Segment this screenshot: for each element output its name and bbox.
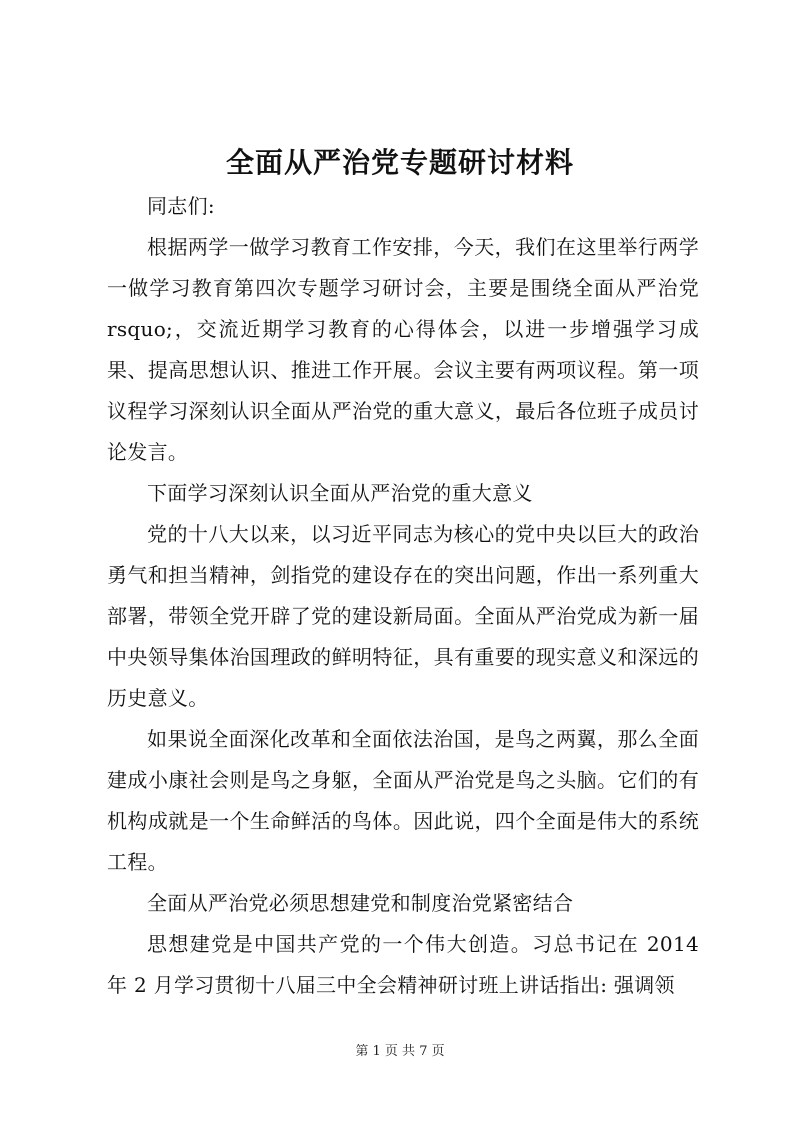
paragraph-ideological-building: 思想建党是中国共产党的一个伟大创造。习总书记在 2014 年 2 月学习贯彻十八届三中全会精神研讨班上讲话指出: 强调领: [107, 932, 699, 997]
paragraph-four-comprehensives: 如果说全面深化改革和全面依法治国，是鸟之两翼，那么全面建成小康社会则是鸟之身躯，全面从严治党是鸟之头脑。它们的有机构成就是一个生命鲜活的鸟体。因此说，四个全面是伟大的系统工程。: [107, 727, 699, 874]
section-heading-ideology-and-system: 全面从严治党必须思想建党和制度治党紧密结合: [147, 891, 574, 915]
page-number-footer: 第 1 页 共 7 页: [355, 1044, 445, 1059]
greeting: 同志们:: [147, 194, 215, 218]
document-body: [107, 186, 699, 1006]
paragraph-since-18th-congress: 党的十八大以来，以习近平同志为核心的党中央以巨大的政治勇气和担当精神，剑指党的建设存在的突出问题，作出一系列重大部署，带领全党开辟了党的建设新局面。全面从严治党成为新一届中央领导集体治国理政的鲜明特征，具有重要的现实意义和深远的历史意义。: [107, 522, 699, 710]
section-heading-significance: 下面学习深刻认识全面从严治党的重大意义: [147, 481, 533, 505]
paragraph-intro: 根据两学一做学习教育工作安排，今天，我们在这里举行两学一做学习教育第四次专题学习研讨会，主要是围绕全面从严治党 rsquo;，交流近期学习教育的心得体会，以进一步增强学习成果、提高思想认识、推进工作开展。会议主要有两项议程。第一项议程学习深刻认识全面从严治党的重大意义，最后各位班子成员讨论发言。: [107, 235, 699, 464]
document-title: 全面从严治党专题研讨材料: [225, 146, 574, 179]
